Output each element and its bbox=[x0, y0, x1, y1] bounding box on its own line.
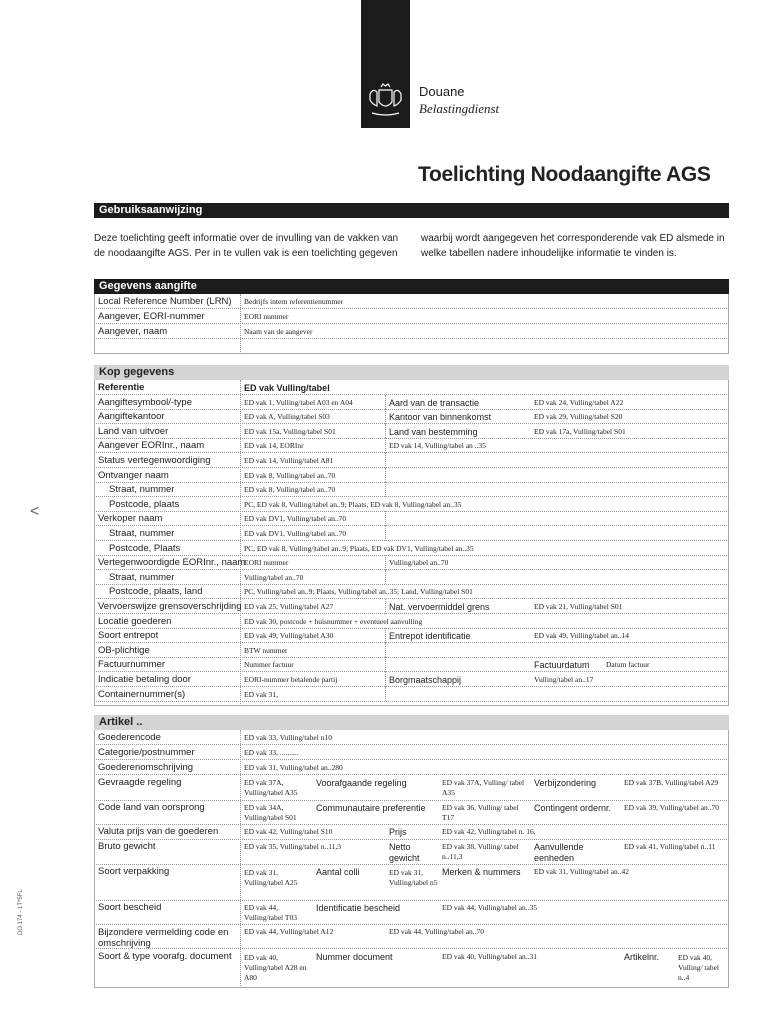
kop-row bbox=[94, 570, 729, 585]
artikel-value-codeland-v2: ED vak 36, Vulling/ tabel T17 bbox=[442, 803, 519, 822]
kop-row bbox=[94, 482, 729, 497]
kop-row bbox=[94, 643, 729, 658]
kop-value: ED vak A, Vulling/tabel S03 bbox=[244, 412, 330, 422]
kop-label: Straat, nummer bbox=[109, 571, 175, 583]
artikel-value-verpakking-v1: ED vak 31, Vulling/tabel A25 bbox=[244, 868, 298, 887]
section-header-gegevens-aangifte: Gegevens aangifte bbox=[94, 279, 729, 294]
gegevens-value-eori: EORI nummer bbox=[244, 312, 289, 321]
kop-value: ED vak 8, Vulling/tabel an..70 bbox=[244, 470, 336, 480]
kop-value: ED vak DV1, Vulling/tabel an..70 bbox=[244, 514, 347, 524]
kop-value-2: ED vak 17a, Vulling/tabel S01 bbox=[534, 426, 626, 436]
artikel-value-soorttype-v2: ED vak 40, Vulling/tabel an..31 bbox=[442, 952, 538, 961]
kop-value-2: ED vak 24, Vulling/tabel A22 bbox=[534, 397, 624, 407]
kop-extra-value: Datum factuur bbox=[606, 660, 650, 670]
kop-value: PC, ED vak 8, Vulling/tabel an..9; Plaats, ED vak 8, Vulling/tabel an..35 bbox=[244, 499, 462, 509]
kop-label: Vervoerswijze grensoverschrijding bbox=[98, 601, 242, 612]
kop-mid-label: Vulling/tabel an..70 bbox=[389, 558, 449, 568]
kop-label: Ontvanger naam bbox=[98, 469, 169, 481]
kop-mid-label: Borgmaatschappij bbox=[389, 675, 462, 685]
kop-label: Postcode, plaats bbox=[109, 498, 180, 510]
gegevens-label-naam: Aangever, naam bbox=[98, 326, 168, 337]
artikel-value-bijzondere-v2: ED vak 44, Vulling/tabel an..70 bbox=[389, 927, 485, 936]
artikel-value-verpakking-v3: ED vak 31, Vulling/tabel an..42 bbox=[534, 867, 630, 876]
section-header-artikel: Artikel .. bbox=[94, 715, 729, 730]
kop-value-2: Vulling/tabel an..17 bbox=[534, 675, 594, 684]
kop-label: Factuurnummer bbox=[98, 659, 166, 671]
artikel-label-categorie: Categorie/postnummer bbox=[98, 747, 195, 758]
artikel-value-categorie: ED vak 33, .......... bbox=[244, 748, 299, 757]
intro-text-left: Deze toelichting geeft informatie over de invulling van de vakken van de noodaangifte AGS. Per in te vullen vak is een toelichting gegeven bbox=[94, 233, 399, 259]
page-title: Toelichting Noodaangifte AGS bbox=[418, 163, 711, 186]
artikel-value-soorttype-v1: ED vak 40, Vulling/tabel A28 en A80 bbox=[244, 953, 307, 982]
artikel-value-bruto-v2: ED vak 38, Vulling/ tabel n..11,3 bbox=[442, 842, 519, 861]
kop-value: ED vak 14, EORInr bbox=[244, 441, 304, 451]
artikel-label-aantal-colli: Aantal colli bbox=[316, 867, 360, 877]
gegevens-label-lrn: Local Reference Number (LRN) bbox=[98, 296, 232, 307]
kop-row bbox=[94, 511, 729, 526]
kop-label: Land van uitvoer bbox=[98, 425, 169, 437]
kop-value-2: ED vak 29, Vulling/tabel S20 bbox=[534, 412, 623, 422]
kop-cell-divider bbox=[385, 687, 386, 702]
kop-cell-divider bbox=[385, 424, 386, 439]
kop-cell-divider bbox=[385, 482, 386, 497]
artikel-value-bruto-v1: ED vak 35, Vulling/tabel n..11,3 bbox=[244, 842, 342, 851]
artikel-label-soorttype: Soort & type voorafg. document bbox=[98, 951, 232, 962]
kop-cell-divider bbox=[385, 570, 386, 585]
artikel-label-identificatie-bescheid: Identificatie bescheid bbox=[316, 903, 401, 913]
kop-cell-divider bbox=[385, 409, 386, 424]
kop-row bbox=[94, 526, 729, 541]
kop-cell-divider bbox=[385, 643, 386, 658]
kop-cell-divider bbox=[385, 526, 386, 541]
kop-value: BTW nummer bbox=[244, 645, 288, 655]
kop-value-2: ED vak 49, Vulling/tabel an..14 bbox=[534, 631, 630, 641]
kop-cell-divider bbox=[385, 395, 386, 410]
artikel-label-gevraagde-regeling: Gevraagde regeling bbox=[98, 777, 182, 788]
kop-label: Containernummer(s) bbox=[98, 688, 186, 700]
kop-cell-divider bbox=[385, 657, 386, 672]
kop-label: Aangever EORInr., naam bbox=[98, 440, 205, 452]
kop-label: Postcode, Plaats bbox=[109, 542, 181, 554]
artikel-label-goederencode: Goederencode bbox=[98, 732, 161, 743]
kop-label: Indicatie betaling door bbox=[98, 674, 191, 685]
artikel-row-goederencode bbox=[94, 730, 729, 745]
artikel-value-valuta-v1: ED vak 42, Vulling/tabel S10 bbox=[244, 827, 333, 836]
kop-header-value: ED vak Vulling/tabel bbox=[244, 383, 330, 393]
artikel-value-soorttype-v3: ED vak 40, Vulling/ tabel n..4 bbox=[678, 953, 720, 982]
artikel-value-goederenomschrijving: ED vak 31, Vulling/tabel an..280 bbox=[244, 763, 343, 772]
kop-cell-divider bbox=[385, 438, 386, 453]
artikel-label-goederenomschrijving: Goederenomschrijving bbox=[98, 762, 194, 773]
kop-header-label: Referentie bbox=[98, 382, 145, 393]
gegevens-value-lrn: Bedrijfs intern referentienummer bbox=[244, 297, 344, 306]
kop-cell-divider bbox=[385, 511, 386, 526]
kop-mid-label: Land van bestemming bbox=[389, 426, 478, 437]
artikel-value-verpakking-v2: ED vak 31, Vulling/tabel n5 bbox=[389, 868, 438, 887]
kop-label: Verkoper naam bbox=[98, 513, 163, 525]
artikel-label-bijzondere: Bijzondere vermelding code en omschrijving bbox=[98, 927, 229, 949]
kop-value: PC, Vulling/tabel an..9; Plaats, Vulling/tabel an..35; Land, Vulling/tabel S01 bbox=[244, 587, 473, 597]
kop-value: ED vak 49, Vulling/tabel A30 bbox=[244, 631, 334, 641]
kop-mid-label: ED vak 14, Vulling/tabel an ..35 bbox=[389, 441, 486, 451]
kop-label: Vertegenwoordigde EORInr., naam bbox=[98, 557, 246, 569]
kop-value: ED vak 1, Vulling/tabel A03 en A04 bbox=[244, 397, 353, 407]
artikel-label-code-land: Code land van oorsprong bbox=[98, 802, 205, 813]
gegevens-label-eori: Aangever, EORI-nummer bbox=[98, 311, 205, 322]
kop-mid-label: Kantoor van binnenkomst bbox=[389, 412, 492, 423]
kop-cell-divider bbox=[385, 453, 386, 468]
section-header-gebruiksaanwijzing: Gebruiksaanwijzing bbox=[94, 203, 729, 218]
artikel-label-netto: Netto gewicht bbox=[389, 842, 420, 863]
artikel-value-gevraagde-v1: ED vak 37A, Vulling/tabel A35 bbox=[244, 778, 298, 797]
artikel-value-gevraagde-v3: ED vak 37B, Vulling/tabel A29 bbox=[624, 778, 719, 787]
kop-value-2: ED vak 21, Vulling/tabel S01 bbox=[534, 602, 623, 611]
kop-value: Vulling/tabel an..70 bbox=[244, 572, 304, 582]
kop-row bbox=[94, 468, 729, 483]
artikel-label-contingent: Contingent ordernr. bbox=[534, 803, 612, 813]
kop-label: Locatie goederen bbox=[98, 615, 172, 627]
kop-value: Nummer factuur bbox=[244, 660, 294, 670]
kop-value: EORI-nummer betalende partij bbox=[244, 675, 338, 684]
kop-row-header bbox=[94, 380, 729, 395]
artikel-value-gevraagde-v2: ED vak 37A, Vulling/ tabel A35 bbox=[442, 778, 525, 797]
artikel-label-prijs: Prijs bbox=[389, 827, 407, 837]
intro-text-right: waarbij wordt aangegeven het corresponderende vak ED alsmede in welke tabellen nadere inhoudelijke informatie te vinden is. bbox=[421, 233, 725, 259]
crest-icon bbox=[364, 80, 407, 120]
kop-value: ED vak 31, bbox=[244, 689, 278, 699]
artikel-value-bescheid-v1: ED vak 44, Vulling/tabel T03 bbox=[244, 903, 297, 922]
kop-label: Status vertegenwoordiging bbox=[98, 455, 211, 466]
kop-value: ED vak 14, Vulling/tabel A81 bbox=[244, 456, 334, 465]
kop-extra-label: Factuurdatum bbox=[534, 660, 590, 671]
kop-value: ED vak 15a, Vulling/tabel S01 bbox=[244, 426, 336, 436]
artikel-value-bijzondere-v1: ED vak 44, Vulling/tabel A12 bbox=[244, 927, 334, 936]
artikel-label-verpakking: Soort verpakking bbox=[98, 866, 170, 877]
artikel-label-voorafgaande-regeling: Voorafgaande regeling bbox=[316, 778, 407, 788]
kop-label: Straat, nummer bbox=[109, 528, 175, 539]
kop-label: Straat, nummer bbox=[109, 484, 175, 496]
artikel-label-bruto: Bruto gewicht bbox=[98, 841, 156, 852]
kop-cell-divider bbox=[385, 468, 386, 483]
artikel-label-valuta: Valuta prijs van de goederen bbox=[98, 826, 219, 837]
kop-cell-divider bbox=[385, 628, 386, 643]
kop-cell-divider bbox=[385, 672, 386, 687]
chevron-left-icon: < bbox=[30, 503, 40, 520]
gegevens-value-naam: Naam van de aangever bbox=[244, 327, 313, 336]
artikel-value-bescheid-v2: ED vak 44, Vulling/tabel an..35 bbox=[442, 903, 538, 912]
gegevens-row-naam bbox=[94, 324, 729, 339]
artikel-value-goederencode: ED vak 33, Vulling/tabel n10 bbox=[244, 733, 332, 742]
kop-mid-label: Entrepot identificatie bbox=[389, 631, 471, 642]
artikel-label-artikelnr: Artikelnr. bbox=[624, 952, 660, 962]
org-name-belastingdienst: Belastingdienst bbox=[419, 101, 500, 116]
kop-label: Aangiftesymbool/-type bbox=[98, 396, 192, 408]
artikel-value-valuta-v2: ED vak 42, Vulling/tabel n. 16, bbox=[442, 827, 536, 836]
kop-label: Postcode, plaats, land bbox=[109, 586, 203, 598]
kop-value: ED vak DV1, Vulling/tabel an..70 bbox=[244, 529, 347, 538]
kop-mid-label: Aard van de transactie bbox=[389, 397, 480, 408]
artikel-row-bescheid bbox=[94, 901, 729, 925]
artikel-label-communautaire-preferentie: Communautaire preferentie bbox=[316, 803, 426, 813]
kop-cell-divider bbox=[385, 555, 386, 570]
section-header-kop-gegevens: Kop gegevens bbox=[94, 365, 729, 380]
artikel-label-bescheid: Soort bescheid bbox=[98, 902, 162, 913]
form-code: DO 174 - 1T*5FL bbox=[18, 889, 24, 935]
kop-label: OB-plichtige bbox=[98, 644, 150, 656]
kop-label: Soort entrepot bbox=[98, 630, 159, 642]
kop-value: EORI nummer bbox=[244, 558, 289, 568]
artikel-value-codeland-v1: ED vak 34A, Vulling/tabel S01 bbox=[244, 803, 297, 822]
artikel-label-aanvullende: Aanvullende eenheden bbox=[534, 842, 584, 863]
artikel-label-merken: Merken & nummers bbox=[442, 867, 521, 877]
kop-cell-divider bbox=[385, 599, 386, 614]
kop-value: PC, ED vak 8, Vulling/|tabel an..9; Plaats, ED vak DV1, Vulling/tabel an..35 bbox=[244, 543, 474, 553]
artikel-value-codeland-v3: ED vak 39, Vulling/tabel an..70 bbox=[624, 803, 720, 812]
artikel-value-bruto-v3: ED vak 41, Vulling/tabel n..11 bbox=[624, 842, 716, 851]
kop-value: ED vak 8, Vulling/tabel an..70 bbox=[244, 485, 336, 495]
kop-label: Aangiftekantoor bbox=[98, 411, 165, 423]
kop-row bbox=[94, 687, 729, 702]
artikel-label-nummer-document: Nummer document bbox=[316, 952, 393, 962]
kop-value: ED vak 30, postcode + huisnummer + eventueel aanvulling bbox=[244, 616, 423, 626]
kop-value: ED vak 25, Vulling/tabel A27 bbox=[244, 602, 334, 611]
kop-mid-label: Nat. vervoermiddel grens bbox=[389, 602, 490, 612]
artikel-label-verbijzondering: Verbijzondering bbox=[534, 778, 597, 788]
org-name-douane: Douane bbox=[419, 84, 465, 99]
